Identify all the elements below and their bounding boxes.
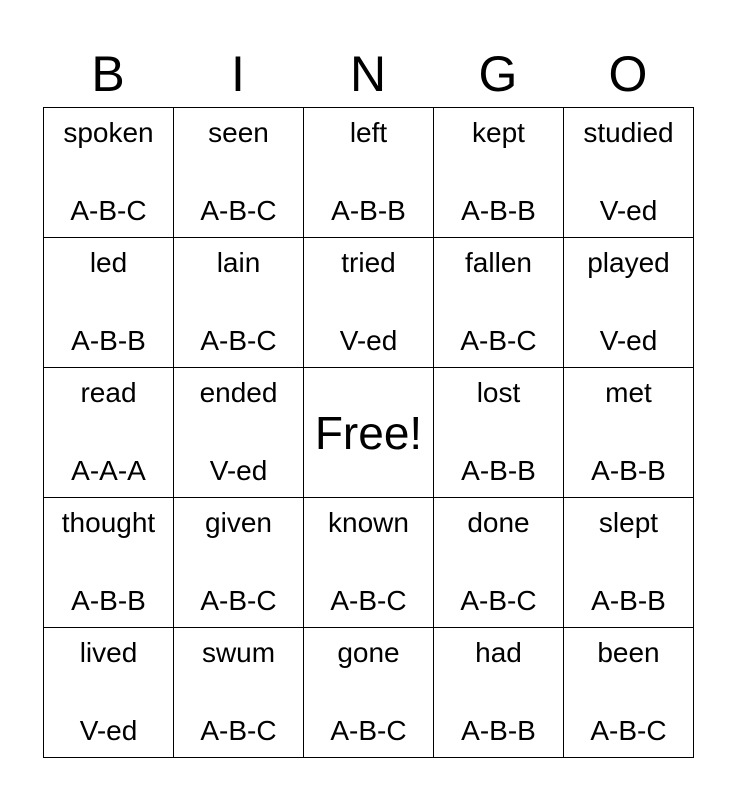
bingo-cell[interactable] xyxy=(173,237,303,367)
bingo-cell[interactable] xyxy=(563,237,693,367)
cell-word: had xyxy=(475,637,522,668)
bingo-cell[interactable] xyxy=(563,107,693,237)
cell-word: gone xyxy=(337,637,400,668)
bingo-cell[interactable] xyxy=(303,627,433,757)
cell-pattern: A-B-C xyxy=(460,585,537,616)
bingo-cell[interactable] xyxy=(433,627,563,757)
cell-pattern: A-B-C xyxy=(70,195,147,226)
bingo-cell[interactable] xyxy=(173,107,303,237)
free-space-cell[interactable] xyxy=(303,367,433,497)
bingo-cell[interactable] xyxy=(563,367,693,497)
cell-word: met xyxy=(605,377,652,408)
cell-word: spoken xyxy=(63,117,154,148)
header-letter-o: O xyxy=(608,46,648,102)
bingo-cell[interactable] xyxy=(173,627,303,757)
cell-pattern: V-ed xyxy=(209,455,268,486)
cell-pattern: A-B-C xyxy=(200,325,277,356)
cell-pattern: A-B-C xyxy=(330,715,407,746)
free-space-label: Free! xyxy=(314,406,423,459)
cell-word: lost xyxy=(476,377,521,408)
cell-word: been xyxy=(597,637,660,668)
cell-pattern: A-B-C xyxy=(330,585,407,616)
bingo-cell[interactable] xyxy=(303,237,433,367)
cell-word: seen xyxy=(208,117,269,148)
bingo-cell[interactable] xyxy=(43,627,173,757)
cell-word: studied xyxy=(583,117,674,148)
cell-pattern: V-ed xyxy=(339,325,398,356)
cell-word: known xyxy=(328,507,409,538)
bingo-cell[interactable] xyxy=(433,367,563,497)
cell-pattern: V-ed xyxy=(79,715,138,746)
bingo-cell[interactable] xyxy=(563,497,693,627)
bingo-cell[interactable] xyxy=(173,497,303,627)
bingo-cell[interactable] xyxy=(433,107,563,237)
header-letter-b: B xyxy=(91,46,125,102)
cell-pattern: A-B-C xyxy=(200,715,277,746)
cell-word: fallen xyxy=(465,247,532,278)
cell-word: done xyxy=(467,507,530,538)
cell-pattern: A-B-B xyxy=(331,195,406,226)
cell-pattern: V-ed xyxy=(599,195,658,226)
cell-word: tried xyxy=(341,247,396,278)
cell-pattern: A-A-A xyxy=(71,455,146,486)
cell-pattern: A-B-B xyxy=(71,325,146,356)
bingo-board xyxy=(43,107,694,758)
cell-pattern: A-B-C xyxy=(200,585,277,616)
cell-word: slept xyxy=(598,507,659,538)
cell-pattern: V-ed xyxy=(599,325,658,356)
bingo-cell[interactable] xyxy=(43,107,173,237)
cell-pattern: A-B-B xyxy=(591,585,666,616)
cell-word: ended xyxy=(199,377,278,408)
header-letter-i: I xyxy=(231,46,245,102)
bingo-cell[interactable] xyxy=(433,237,563,367)
cell-pattern: A-B-C xyxy=(590,715,667,746)
cell-pattern: A-B-B xyxy=(591,455,666,486)
cell-pattern: A-B-C xyxy=(200,195,277,226)
cell-pattern: A-B-B xyxy=(461,715,536,746)
cell-word: read xyxy=(80,377,137,408)
cell-pattern: A-B-B xyxy=(461,195,536,226)
bingo-cell[interactable] xyxy=(43,237,173,367)
cell-pattern: A-B-C xyxy=(460,325,537,356)
bingo-cell[interactable] xyxy=(433,497,563,627)
cell-pattern: A-B-B xyxy=(461,455,536,486)
bingo-cell[interactable] xyxy=(563,627,693,757)
cell-word: thought xyxy=(61,507,156,538)
bingo-cell[interactable] xyxy=(303,107,433,237)
header-letter-n: N xyxy=(349,46,387,102)
header-letter-g: G xyxy=(478,46,518,102)
cell-word: lain xyxy=(216,247,261,278)
bingo-cell[interactable] xyxy=(303,497,433,627)
cell-word: led xyxy=(89,247,128,278)
cell-word: played xyxy=(587,247,670,278)
bingo-cell[interactable] xyxy=(173,367,303,497)
cell-word: lived xyxy=(79,637,138,668)
bingo-header xyxy=(43,40,693,108)
bingo-cell[interactable] xyxy=(43,367,173,497)
cell-word: given xyxy=(205,507,272,538)
cell-pattern: A-B-B xyxy=(71,585,146,616)
cell-word: kept xyxy=(472,117,525,148)
cell-word: left xyxy=(349,117,388,148)
bingo-cell[interactable] xyxy=(43,497,173,627)
cell-word: swum xyxy=(201,637,276,668)
